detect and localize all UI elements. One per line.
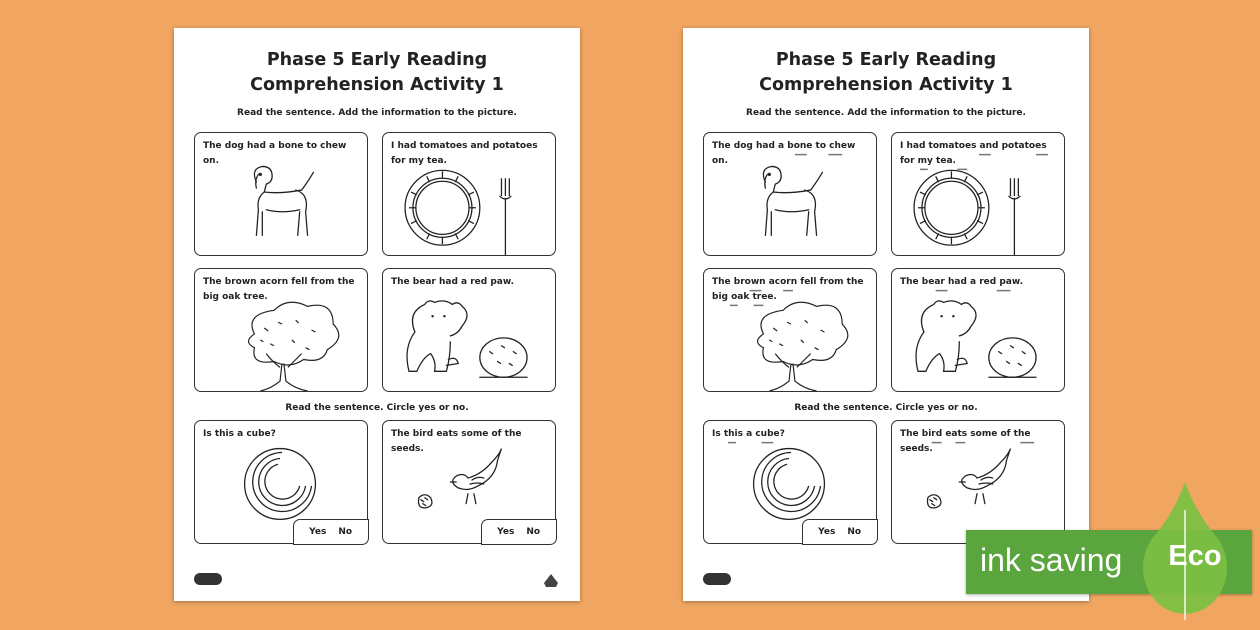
phonics-marker xyxy=(730,291,793,306)
no-option[interactable]: No xyxy=(526,526,541,537)
title-line-2: Comprehension Activity 1 xyxy=(759,75,1013,95)
instruction-add-info: Read the sentence. Add the information to the picture. xyxy=(746,108,1026,118)
worksheet-title xyxy=(174,48,580,98)
panel-dog xyxy=(703,132,877,256)
panel-sentence: The bird eats some of the seeds. xyxy=(900,429,1031,454)
yes-no-box xyxy=(481,519,557,545)
title-line-1: Phase 5 Early Reading xyxy=(775,50,997,70)
panel-sentence: The dog had a bone to chew on. xyxy=(203,141,347,166)
publisher-logo xyxy=(194,573,222,585)
panel-sentence: Is this a cube? xyxy=(712,429,785,439)
bear-illustration xyxy=(383,269,555,391)
panel-sentence: The dog had a bone to chew on. xyxy=(712,141,856,166)
worksheet-preview-right xyxy=(683,28,1089,601)
yes-no-box xyxy=(293,519,369,545)
bear-illustration xyxy=(892,269,1064,391)
worksheet-title xyxy=(683,48,1089,98)
dog-illustration xyxy=(195,133,367,255)
phonics-marker xyxy=(920,155,1048,170)
panel-cube-question xyxy=(194,420,368,544)
instruction-circle: Read the sentence. Circle yes or no. xyxy=(285,403,469,413)
panel-dog xyxy=(194,132,368,256)
plate-illustration xyxy=(383,133,555,255)
panel-oak-tree xyxy=(703,268,877,392)
panel-sentence: The brown acorn fell from the big oak tree. xyxy=(203,277,355,302)
title-line-1: Phase 5 Early Reading xyxy=(266,50,488,70)
panel-sentence: Is this a cube? xyxy=(203,429,276,439)
eco-label: Eco xyxy=(1168,540,1222,572)
panel-plate xyxy=(382,132,556,256)
footer-badge-icon xyxy=(542,571,560,589)
no-option[interactable]: No xyxy=(847,526,862,537)
panel-cube-question xyxy=(703,420,877,544)
yes-option[interactable]: Yes xyxy=(497,526,515,537)
worksheet-preview-left xyxy=(174,28,580,601)
publisher-logo xyxy=(703,573,731,585)
panel-bird-question xyxy=(382,420,556,544)
ink-saving-text: ink saving xyxy=(980,542,1123,578)
tree-illustration xyxy=(195,269,367,391)
instruction-circle: Read the sentence. Circle yes or no. xyxy=(794,403,978,413)
plate-illustration xyxy=(892,133,1064,255)
yes-option[interactable]: Yes xyxy=(309,526,327,537)
yes-option[interactable]: Yes xyxy=(818,526,836,537)
panel-sentence: I had tomatoes and potatoes for my tea. xyxy=(391,141,538,166)
panel-bear xyxy=(382,268,556,392)
panel-sentence: The bird eats some of the seeds. xyxy=(391,429,522,454)
bird-illustration xyxy=(892,421,1064,543)
panel-sentence: I had tomatoes and potatoes for my tea. xyxy=(900,141,1047,166)
panel-sentence: The bear had a red paw. xyxy=(391,277,515,287)
dog-illustration xyxy=(704,133,876,255)
panel-plate xyxy=(891,132,1065,256)
panel-bird-question xyxy=(891,420,1065,544)
instruction-add-info: Read the sentence. Add the information to the picture. xyxy=(237,108,517,118)
title-line-2: Comprehension Activity 1 xyxy=(250,75,504,95)
panel-sentence: The bear had a red paw. xyxy=(900,277,1024,287)
no-option[interactable]: No xyxy=(338,526,353,537)
panel-oak-tree xyxy=(194,268,368,392)
panel-sentence: The brown acorn fell from the big oak tree. xyxy=(712,277,864,302)
yes-no-box xyxy=(802,519,878,545)
tree-illustration xyxy=(704,269,876,391)
panel-bear xyxy=(891,268,1065,392)
